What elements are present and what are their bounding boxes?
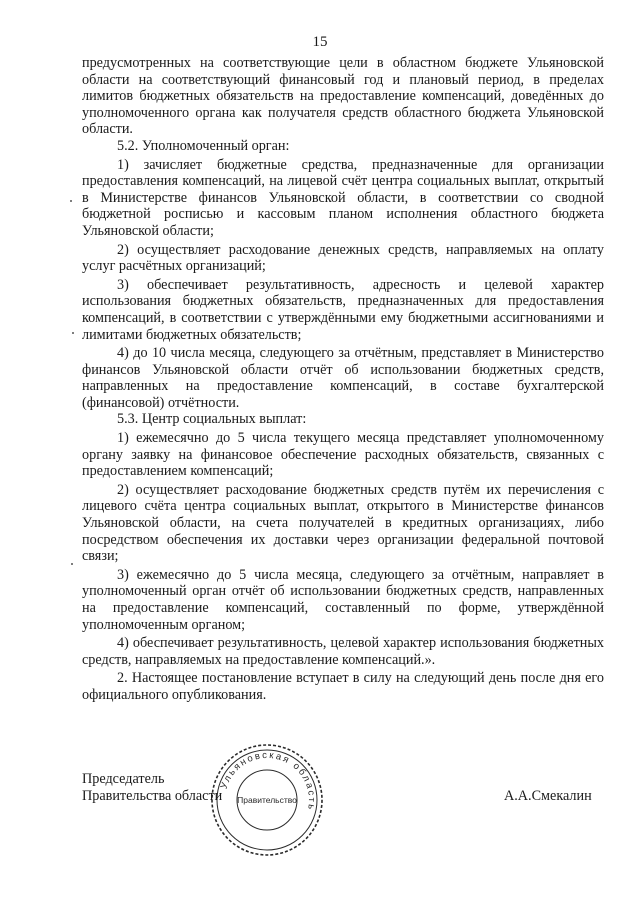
svg-text:Правительство: Правительство: [237, 795, 297, 805]
list-item: 1) зачисляет бюджетные средства, предназначенные для организации предоставления компенсаций, на лицевой счёт центра социальных выплат, открытый в Министерстве финансов Ульяновской области, в соответствии со сводной бюджетной росписью и кассовым планом исполнения областного бюджета Ульяновской области;: [82, 156, 604, 239]
document-body: [82, 55, 604, 704]
section-heading-5-3: 5.3. Центр социальных выплат:: [117, 411, 307, 428]
list-item: 3) обеспечивает результативность, адресность и целевой характер использования бюджетных обязательств, предназначенных для предоставления компенсаций, в соответствии с утверждёнными ему бюджетными ассигнованиями и лимитами бюджетных обязательств;: [82, 276, 604, 343]
signatory-name: А.А.Смекалин: [504, 788, 592, 804]
signatory-position-line1: Председатель: [82, 771, 165, 787]
svg-text:Ульяновская область: Ульяновская область: [218, 749, 318, 813]
margin-speck: [71, 563, 73, 565]
page-number: 15: [312, 34, 328, 50]
signatory-position: [82, 771, 222, 805]
list-item: 2) осуществляет расходование бюджетных средств путём их перечисления с лицевого счёта центра социальных выплат, открытого в Министерстве финансов Ульяновской области, на счета получателей в кредитных организациях, либо посредством обеспечения их доставки через организации федеральной почтовой связи;: [82, 481, 604, 565]
list-item: 4) до 10 числа месяца, следующего за отчётным, представляет в Министерство финансов Ульяновской области отчёт об использовании бюджетных средств, направленных на предоставление компенсаций, в составе бухгалтерской (финансовой) отчётности.: [82, 345, 604, 411]
list-item: 1) ежемесячно до 5 числа текущего месяца представляет уполномоченному органу заявку на финансовое обеспечение расходных обязательств, связанных с предоставлением компенсаций;: [82, 430, 604, 480]
list-item: 3) ежемесячно до 5 числа месяца, следующего за отчётным, направляет в уполномоченный орган отчёт об использовании бюджетных средств, направленных на предоставление компенсаций, составленный по форме, утверждённой уполномоченным органом;: [82, 566, 604, 633]
margin-speck: [72, 332, 74, 334]
signatory-position-line2: Правительства области: [82, 788, 223, 804]
paragraph-effective-date: 2. Настоящее постановление вступает в силу на следующий день после дня его официального опубликования.: [82, 670, 604, 703]
list-item: 2) осуществляет расходование денежных средств, направляемых на оплату услуг расчётных организаций;: [82, 241, 604, 275]
margin-speck: [70, 200, 72, 202]
section-heading-5-2: 5.2. Уполномоченный орган:: [117, 137, 290, 154]
official-seal-stamp: [207, 740, 327, 860]
list-item: 4) обеспечивает результативность, целевой характер использования бюджетных средств, направляемых на предоставление компенсаций.».: [82, 635, 604, 668]
paragraph-continuation: предусмотренных на соответствующие цели в областном бюджете Ульяновской области на соответствующий финансовый год и плановый период, в пределах лимитов бюджетных обязательств на предоставление компенсаций, доведённых до уполномоченного органа как получателя средств областного бюджета Ульяновской области.: [82, 55, 604, 138]
